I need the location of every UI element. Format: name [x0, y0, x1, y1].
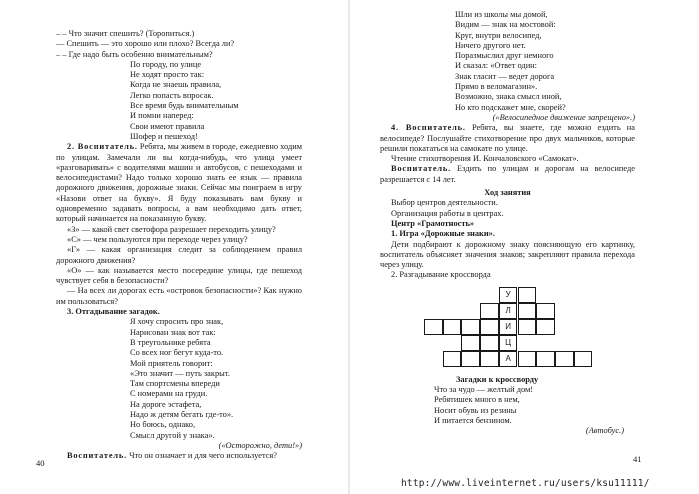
- poem-line: Шли из школы мы домой,: [455, 10, 548, 19]
- poem-line: Не ходят просто так:: [130, 70, 205, 80]
- crossword-key-cell: И: [499, 319, 518, 335]
- crossword-cell: [536, 351, 555, 367]
- poem-line: Легко попасть впросак.: [130, 90, 214, 100]
- crossword-key-cell: А: [499, 351, 518, 367]
- crossword-cell: [536, 303, 555, 319]
- riddle-line: Ребятишек много в нем,: [434, 395, 520, 405]
- poem-line: В треугольнике ребята: [130, 337, 211, 347]
- educator-paragraph: [380, 164, 635, 185]
- poem-line: Все время будь внимательным: [130, 101, 239, 111]
- course-title: Ход занятия: [484, 188, 531, 198]
- crossword-cell: [518, 303, 537, 319]
- section-2-paragraph: [56, 142, 302, 224]
- crossword-cell: [461, 351, 480, 367]
- closing-paragraph: [56, 451, 302, 461]
- question-o: «О» — как называется место посередине улицы, где пешеход чувствует себя в безопасности?: [56, 265, 302, 286]
- poem-line: Круг, внутри велосипед,: [455, 30, 542, 40]
- activity-line: Выбор центров деятельности.: [391, 198, 498, 208]
- poem-line: На дороге эстафета,: [130, 399, 202, 409]
- poem-line: Со всех ног бегут куда-то.: [130, 348, 224, 358]
- question-g: «Г» — какая организация следит за соблюдением правил дорожного движения?: [56, 245, 302, 265]
- crossword-cell: [461, 335, 480, 351]
- section-2-text: Ребята, мы живем в городе, ежедневно ходим по улицам. Замечали ли вы когда-нибудь, что улица умеет «разговаривать» с водителями машин и автобусов, с пешеходами и велосипедистами? Надо только хорошо знать ее язык — правила дорожного движения, дорожные знаки. Сейчас мы поиграем в игру «Назови ответ на букву». Я буду показывать вам букву и одновременно задавать вопросы, а вам необходимо дать ответ, который начинается на показанную букву.: [56, 142, 302, 224]
- closing-lead: Воспитатель.: [67, 451, 127, 461]
- crossword-cell: [443, 351, 462, 367]
- poem-line: И сказал: «Ответ один:: [455, 61, 537, 71]
- poem-line: Поразмыслил друг немного: [455, 51, 554, 61]
- crossword-cell: [480, 351, 499, 367]
- poem-line: Свои имеют правила: [130, 121, 205, 131]
- page-number: 41: [633, 454, 642, 464]
- crossword-key-cell: Л: [499, 303, 518, 319]
- poem-line: Шофер и пешеход!: [130, 131, 198, 141]
- question-z: «З» — какой свет светофора разрешает переходить улицу?: [67, 224, 276, 234]
- crossword-cell: [480, 335, 499, 351]
- poem-line: Но кто подскажет мне, скорей?: [455, 102, 566, 112]
- section-3-heading: 3. Отгадывание загадок.: [67, 307, 160, 317]
- closing-text: Что он означает и для чего используется?: [129, 451, 278, 461]
- dialog-line: – – Где надо быть особенно внимательным?: [56, 49, 213, 59]
- poem-line: Смысл другой у знака».: [130, 430, 215, 440]
- riddle-answer: («Велосипедное движение запрещено».): [492, 112, 635, 122]
- poem-line: Прямо в веломагазин».: [455, 82, 538, 92]
- crossword-cell: [443, 319, 462, 335]
- poem-bicycle-sign: [455, 10, 635, 113]
- poem-line: Нарисован знак вот так:: [130, 327, 216, 337]
- riddle-line: Что за чудо — желтый дом!: [434, 385, 534, 395]
- poem-line: Возможно, знака смысл иной,: [455, 92, 562, 102]
- question-s: «С» — чем пользуются при переходе через улицу?: [67, 234, 248, 244]
- crossword-cell: [518, 287, 537, 303]
- riddle-line: Носит обувь из резины: [434, 405, 517, 415]
- poem-line: Знак гласит — ведет дорога: [455, 71, 555, 81]
- poem-line: И помни наперед:: [130, 111, 194, 121]
- crossword-cell: [518, 351, 537, 367]
- crossword-key-cell: У: [499, 287, 518, 303]
- crossword-cell: [574, 351, 593, 367]
- poem-line: Но боюсь, однако,: [130, 420, 196, 430]
- page-number: 40: [36, 458, 45, 468]
- dialog-line: — Спешить — это хорошо или плохо? Всегда ли?: [56, 39, 235, 49]
- dialog-line: – – Что значит спешить? (Торопиться.): [56, 29, 195, 38]
- game-2-heading: 2. Разгадывание кроссворда: [391, 270, 491, 280]
- poem-line: Мой приятель говорит:: [130, 358, 213, 368]
- section-4-text: Ребята, вы знаете, где можно ездить на велосипеде? Послушайте стихотворение про двух мальчиков, которые решили покататься на самокате по улице.: [380, 123, 635, 153]
- left-page: [0, 0, 349, 494]
- educator-lead: Воспитатель.: [391, 164, 451, 174]
- crossword-cell: [555, 351, 574, 367]
- poem-line: «Это значит — путь закрыт.: [130, 368, 230, 378]
- center-title: Центр «Грамотность»: [391, 218, 475, 228]
- poem-riddle-sign: [130, 317, 302, 441]
- crossword-cell: [518, 319, 537, 335]
- crossword-key-cell: Ц: [499, 335, 518, 351]
- section-4-paragraph: [380, 123, 635, 154]
- poem-city-streets: [130, 60, 302, 142]
- poem-line: Надо ж детям бегать где-то».: [130, 409, 234, 419]
- crossword-grid: [424, 285, 630, 375]
- poem-line: Видим — знак на мостовой:: [455, 20, 556, 30]
- poem-line: По городу, по улице: [130, 59, 202, 69]
- game-1-text: Дети подбирают к дорожному знаку поясняющую его картинку, воспитатель объясняет значения знаков; закрепляют правила перехода через улицу.: [380, 239, 635, 270]
- crossword-cell: [461, 319, 480, 335]
- right-page: [350, 0, 699, 494]
- question-island: — На всех ли дорогах есть «островок безопасности»? Как нужно им пользоваться?: [56, 286, 302, 306]
- poem-line: Я хочу спросить про знак,: [130, 317, 224, 327]
- reading-line: Чтение стихотворения И. Кончаловского «Самокат».: [391, 154, 579, 164]
- riddle-answer: (Автобус.): [585, 426, 624, 436]
- crossword-cell: [536, 319, 555, 335]
- section-4-lead: 4. Воспитатель.: [391, 123, 466, 133]
- section-2-lead: 2. Воспитатель.: [67, 142, 138, 152]
- poem-line: Когда не знаешь правила,: [130, 80, 222, 90]
- poem-line: Ничего другого нет.: [455, 40, 526, 50]
- crossword-cell: [424, 319, 443, 335]
- source-watermark: http://www.liveinternet.ru/users/ksu11111/: [401, 478, 650, 489]
- game-1-heading: 1. Игра «Дорожные знаки».: [391, 229, 495, 239]
- left-text-column: [56, 29, 302, 461]
- crossword-cell: [480, 319, 499, 335]
- educator-text: Ездить по улицам и дорогам на велосипеде разрешается с 14 лет.: [380, 164, 635, 184]
- riddle-answer: («Осторожно, дети!»): [218, 440, 302, 450]
- riddle-line: И питается бензином.: [434, 415, 512, 425]
- activity-line: Организация работы в центрах.: [391, 208, 504, 218]
- riddle-title: Загадки к кроссворду: [456, 374, 539, 384]
- poem-line: С номерами на груди.: [130, 389, 208, 399]
- poem-line: Там спортсмены впереди: [130, 379, 220, 389]
- crossword-riddle: [434, 375, 624, 437]
- crossword-cell: [480, 303, 499, 319]
- right-text-column: [380, 10, 635, 437]
